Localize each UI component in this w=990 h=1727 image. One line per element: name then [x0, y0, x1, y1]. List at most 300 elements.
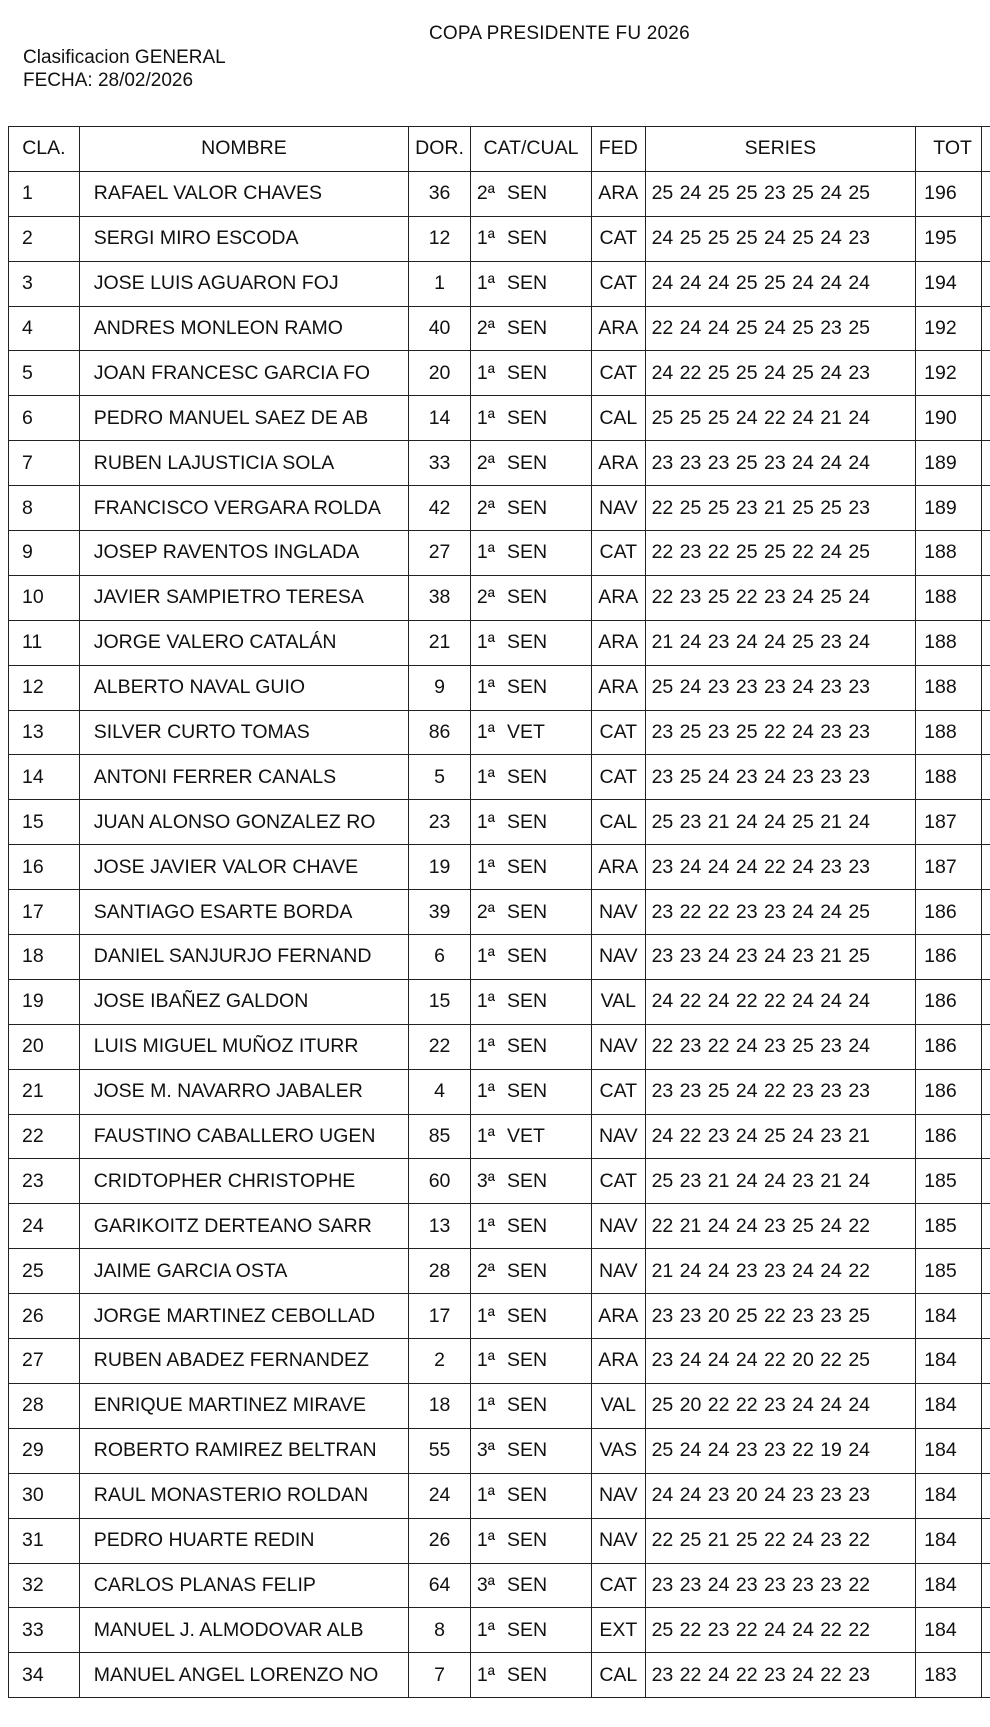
cell-fed: NAV — [592, 1473, 646, 1518]
cell-tot: 188 — [916, 531, 982, 576]
cell-cual: SEN — [506, 182, 548, 205]
cell-series: 24 22 24 22 22 24 24 24 — [645, 979, 916, 1024]
cell-dor: 15 — [409, 979, 471, 1024]
cell-nombre: ANTONI FERRER CANALS — [79, 755, 408, 800]
table-row — [9, 216, 990, 261]
cell-cat-cual — [470, 1204, 591, 1249]
cell-cat: 1ª — [476, 406, 495, 429]
cell-cla: 3 — [9, 261, 80, 306]
cell-tot: 185 — [916, 1204, 982, 1249]
cell-cla: 29 — [9, 1428, 80, 1473]
cell-dor: 85 — [409, 1114, 471, 1159]
cell-cla: 2 — [9, 216, 80, 261]
cell-cual: SEN — [506, 1080, 548, 1103]
table-row — [9, 620, 990, 665]
cell-fed: ARA — [592, 665, 646, 710]
cell-cla: 4 — [9, 306, 80, 351]
column-header-spacer — [982, 127, 990, 172]
cell-nombre: RUBEN LAJUSTICIA SOLA — [79, 441, 408, 486]
table-row — [9, 755, 990, 800]
cell-cat: 1ª — [476, 855, 495, 878]
cell-series: 23 23 24 23 24 23 21 25 — [645, 935, 916, 980]
cell-nombre: JAVIER SAMPIETRO TERESA — [79, 575, 408, 620]
cell-spacer — [982, 620, 990, 665]
cell-fed: NAV — [592, 1249, 646, 1294]
results-table — [8, 126, 990, 1698]
cell-cual: SEN — [506, 1259, 548, 1282]
cell-nombre: SERGI MIRO ESCODA — [79, 216, 408, 261]
cell-cla: 18 — [9, 935, 80, 980]
cell-dor: 40 — [409, 306, 471, 351]
cell-spacer — [982, 1653, 990, 1698]
cell-cat-cual — [470, 575, 591, 620]
cell-spacer — [982, 1428, 990, 1473]
table-row — [9, 575, 990, 620]
table-row — [9, 261, 990, 306]
cell-cual: VET — [506, 721, 545, 744]
cell-fed: ARA — [592, 845, 646, 890]
cell-series: 22 24 24 25 24 25 23 25 — [645, 306, 916, 351]
cell-cla: 22 — [9, 1114, 80, 1159]
table-header-row — [9, 127, 990, 172]
cell-cla: 10 — [9, 575, 80, 620]
column-header-cat: CAT/CUAL — [470, 127, 591, 172]
cell-nombre: RAFAEL VALOR CHAVES — [79, 171, 408, 216]
cell-cat-cual — [470, 216, 591, 261]
cell-fed: ARA — [592, 1294, 646, 1339]
cell-dor: 5 — [409, 755, 471, 800]
cell-fed: EXT — [592, 1608, 646, 1653]
cell-cat: 1ª — [476, 945, 495, 968]
cell-cat: 3ª — [476, 1169, 495, 1192]
cell-series: 23 23 24 23 23 23 23 22 — [645, 1563, 916, 1608]
cell-fed: CAT — [592, 1159, 646, 1204]
cell-nombre: JOSEP RAVENTOS INGLADA — [79, 531, 408, 576]
cell-cat-cual — [470, 171, 591, 216]
table-row — [9, 486, 990, 531]
cell-cat-cual — [470, 1653, 591, 1698]
cell-fed: CAT — [592, 216, 646, 261]
cell-dor: 14 — [409, 396, 471, 441]
cell-fed: ARA — [592, 575, 646, 620]
cell-dor: 4 — [409, 1069, 471, 1114]
cell-nombre: CRIDTOPHER CHRISTOPHE — [79, 1159, 408, 1204]
cell-cat-cual — [470, 890, 591, 935]
cell-spacer — [982, 1024, 990, 1069]
cell-dor: 23 — [409, 800, 471, 845]
cell-nombre: MANUEL J. ALMODOVAR ALB — [79, 1608, 408, 1653]
cell-cat-cual — [470, 441, 591, 486]
cell-cual: SEN — [506, 1618, 548, 1641]
cell-tot: 189 — [916, 486, 982, 531]
cell-cat-cual — [470, 755, 591, 800]
cell-cat-cual — [470, 710, 591, 755]
cell-spacer — [982, 665, 990, 710]
cell-fed: NAV — [592, 486, 646, 531]
table-row — [9, 665, 990, 710]
cell-fed: CAT — [592, 531, 646, 576]
cell-nombre: RUBEN ABADEZ FERNANDEZ — [79, 1339, 408, 1384]
cell-cual: SEN — [506, 496, 548, 519]
cell-cual: SEN — [506, 406, 548, 429]
cell-nombre: ROBERTO RAMIREZ BELTRAN — [79, 1428, 408, 1473]
report-subtitle: Clasificacion GENERAL — [23, 47, 226, 68]
column-header-tot: TOT — [916, 127, 982, 172]
cell-dor: 36 — [409, 171, 471, 216]
cell-dor: 13 — [409, 1204, 471, 1249]
cell-fed: NAV — [592, 1204, 646, 1249]
cell-cat-cual — [470, 1563, 591, 1608]
cell-spacer — [982, 890, 990, 935]
cell-tot: 189 — [916, 441, 982, 486]
cell-fed: VAL — [592, 979, 646, 1024]
cell-tot: 183 — [916, 1653, 982, 1698]
cell-tot: 184 — [916, 1518, 982, 1563]
cell-cat: 1ª — [476, 1394, 495, 1417]
cell-cual: SEN — [506, 855, 548, 878]
cell-series: 23 25 23 25 22 24 23 23 — [645, 710, 916, 755]
cell-cla: 16 — [9, 845, 80, 890]
cell-series: 23 23 20 25 22 23 23 25 — [645, 1294, 916, 1339]
cell-series: 22 25 21 25 22 24 23 22 — [645, 1518, 916, 1563]
cell-nombre: ALBERTO NAVAL GUIO — [79, 665, 408, 710]
cell-cat-cual — [470, 665, 591, 710]
cell-cual: SEN — [506, 1169, 548, 1192]
cell-tot: 188 — [916, 620, 982, 665]
cell-cual: SEN — [506, 1439, 548, 1462]
cell-nombre: JOAN FRANCESC GARCIA FO — [79, 351, 408, 396]
cell-spacer — [982, 531, 990, 576]
cell-cat: 1ª — [476, 541, 495, 564]
cell-series: 25 25 25 24 22 24 21 24 — [645, 396, 916, 441]
table-row — [9, 979, 990, 1024]
cell-cual: SEN — [506, 586, 548, 609]
cell-spacer — [982, 306, 990, 351]
cell-tot: 190 — [916, 396, 982, 441]
cell-tot: 186 — [916, 890, 982, 935]
cell-tot: 186 — [916, 1069, 982, 1114]
table-row — [9, 800, 990, 845]
cell-spacer — [982, 216, 990, 261]
cell-spacer — [982, 1069, 990, 1114]
table-row — [9, 1069, 990, 1114]
cell-cla: 17 — [9, 890, 80, 935]
cell-nombre: ANDRES MONLEON RAMO — [79, 306, 408, 351]
cell-series: 25 22 23 22 24 24 22 22 — [645, 1608, 916, 1653]
cell-cual: SEN — [506, 1663, 548, 1686]
cell-cual: SEN — [506, 541, 548, 564]
table-row — [9, 1024, 990, 1069]
cell-fed: NAV — [592, 1114, 646, 1159]
cell-fed: CAL — [592, 1653, 646, 1698]
cell-cat-cual — [470, 486, 591, 531]
cell-fed: CAL — [592, 800, 646, 845]
cell-cual: SEN — [506, 317, 548, 339]
cell-tot: 185 — [916, 1249, 982, 1294]
cell-dor: 8 — [409, 1608, 471, 1653]
cell-cat: 1ª — [476, 1349, 495, 1372]
cell-cat: 1ª — [476, 1663, 495, 1686]
cell-series: 23 23 23 25 23 24 24 24 — [645, 441, 916, 486]
cell-cat: 1ª — [476, 1304, 495, 1327]
table-row — [9, 171, 990, 216]
cell-cual: SEN — [506, 945, 548, 968]
cell-series: 21 24 24 23 23 24 24 22 — [645, 1249, 916, 1294]
cell-cat-cual — [470, 1249, 591, 1294]
cell-dor: 27 — [409, 531, 471, 576]
table-row — [9, 1294, 990, 1339]
cell-cat-cual — [470, 1473, 591, 1518]
cell-cat-cual — [470, 396, 591, 441]
table-row — [9, 1563, 990, 1608]
cell-cla: 28 — [9, 1383, 80, 1428]
cell-spacer — [982, 755, 990, 800]
cell-cat: 2ª — [476, 586, 495, 609]
cell-dor: 26 — [409, 1518, 471, 1563]
cell-tot: 195 — [916, 216, 982, 261]
table-row — [9, 890, 990, 935]
cell-spacer — [982, 710, 990, 755]
table-row — [9, 1114, 990, 1159]
cell-nombre: CARLOS PLANAS FELIP — [79, 1563, 408, 1608]
column-header-nombre: NOMBRE — [79, 127, 408, 172]
cell-fed: NAV — [592, 1024, 646, 1069]
cell-spacer — [982, 351, 990, 396]
cell-tot: 188 — [916, 575, 982, 620]
cell-cla: 24 — [9, 1204, 80, 1249]
cell-nombre: SILVER CURTO TOMAS — [79, 710, 408, 755]
cell-cat: 1ª — [476, 676, 495, 699]
cell-tot: 188 — [916, 665, 982, 710]
cell-tot: 184 — [916, 1294, 982, 1339]
cell-dor: 60 — [409, 1159, 471, 1204]
cell-spacer — [982, 1294, 990, 1339]
cell-spacer — [982, 1159, 990, 1204]
cell-cual: SEN — [506, 1349, 548, 1372]
cell-cat: 1ª — [476, 810, 495, 833]
cell-cual: SEN — [506, 676, 548, 699]
cell-dor: 55 — [409, 1428, 471, 1473]
cell-cual: SEN — [506, 990, 548, 1013]
cell-nombre: JOSE IBAÑEZ GALDON — [79, 979, 408, 1024]
cell-tot: 186 — [916, 1114, 982, 1159]
cell-nombre: GARIKOITZ DERTEANO SARR — [79, 1204, 408, 1249]
cell-cual: VET — [506, 1125, 545, 1148]
cell-cla: 9 — [9, 531, 80, 576]
cell-cat: 3ª — [476, 1439, 495, 1462]
cell-cual: SEN — [506, 1214, 548, 1237]
cell-cat: 1ª — [476, 361, 495, 384]
cell-cat: 3ª — [476, 1573, 495, 1596]
cell-cual: SEN — [506, 1035, 548, 1058]
cell-cual: SEN — [506, 361, 548, 384]
cell-cla: 12 — [9, 665, 80, 710]
table-row — [9, 351, 990, 396]
cell-cat: 1ª — [476, 631, 495, 654]
cell-cat-cual — [470, 845, 591, 890]
cell-series: 23 23 25 24 22 23 23 23 — [645, 1069, 916, 1114]
cell-tot: 187 — [916, 845, 982, 890]
cell-cat-cual — [470, 979, 591, 1024]
cell-dor: 9 — [409, 665, 471, 710]
cell-dor: 2 — [409, 1339, 471, 1384]
cell-tot: 186 — [916, 979, 982, 1024]
cell-spacer — [982, 1249, 990, 1294]
cell-dor: 64 — [409, 1563, 471, 1608]
cell-nombre: RAUL MONASTERIO ROLDAN — [79, 1473, 408, 1518]
cell-spacer — [982, 171, 990, 216]
cell-cla: 31 — [9, 1518, 80, 1563]
cell-cla: 23 — [9, 1159, 80, 1204]
cell-cla: 25 — [9, 1249, 80, 1294]
cell-cat: 1ª — [476, 227, 495, 250]
cell-cat-cual — [470, 935, 591, 980]
cell-dor: 28 — [409, 1249, 471, 1294]
cell-spacer — [982, 396, 990, 441]
cell-dor: 17 — [409, 1294, 471, 1339]
table-row — [9, 1339, 990, 1384]
cell-cat: 2ª — [476, 900, 495, 923]
cell-fed: CAT — [592, 755, 646, 800]
cell-cat: 1ª — [476, 765, 495, 788]
cell-cual: SEN — [506, 765, 548, 788]
cell-cat: 1ª — [476, 1214, 495, 1237]
cell-dor: 21 — [409, 620, 471, 665]
cell-cat-cual — [470, 1114, 591, 1159]
cell-dor: 33 — [409, 441, 471, 486]
cell-series: 25 24 23 23 23 24 23 23 — [645, 665, 916, 710]
table-row — [9, 1653, 990, 1698]
cell-series: 23 22 24 22 23 24 22 23 — [645, 1653, 916, 1698]
cell-tot: 188 — [916, 755, 982, 800]
cell-series: 22 21 24 24 23 25 24 22 — [645, 1204, 916, 1249]
cell-dor: 6 — [409, 935, 471, 980]
cell-series: 25 23 21 24 24 25 21 24 — [645, 800, 916, 845]
cell-tot: 186 — [916, 1024, 982, 1069]
column-header-fed: FED — [592, 127, 646, 172]
cell-spacer — [982, 935, 990, 980]
cell-fed: CAT — [592, 351, 646, 396]
cell-spacer — [982, 1339, 990, 1384]
cell-nombre: PEDRO HUARTE REDIN — [79, 1518, 408, 1563]
page-title: COPA PRESIDENTE FU 2026 — [429, 23, 690, 44]
cell-series: 22 23 22 25 25 22 24 25 — [645, 531, 916, 576]
cell-tot: 184 — [916, 1608, 982, 1653]
cell-cual: SEN — [506, 227, 548, 250]
cell-cat-cual — [470, 1069, 591, 1114]
cell-series: 25 24 24 23 23 22 19 24 — [645, 1428, 916, 1473]
cell-series: 23 24 24 24 22 24 23 23 — [645, 845, 916, 890]
table-row — [9, 441, 990, 486]
cell-cla: 13 — [9, 710, 80, 755]
cell-dor: 38 — [409, 575, 471, 620]
cell-cat: 1ª — [476, 721, 495, 744]
cell-cla: 33 — [9, 1608, 80, 1653]
cell-cat-cual — [470, 620, 591, 665]
cell-cla: 11 — [9, 620, 80, 665]
cell-cla: 34 — [9, 1653, 80, 1698]
cell-cat-cual — [470, 1159, 591, 1204]
cell-cla: 15 — [9, 800, 80, 845]
table-row — [9, 1249, 990, 1294]
cell-cat-cual — [470, 531, 591, 576]
cell-dor: 19 — [409, 845, 471, 890]
cell-fed: ARA — [592, 306, 646, 351]
cell-dor: 1 — [409, 261, 471, 306]
cell-cat-cual — [470, 1428, 591, 1473]
cell-cat: 1ª — [476, 1484, 495, 1507]
cell-nombre: DANIEL SANJURJO FERNAND — [79, 935, 408, 980]
cell-series: 23 24 24 24 22 20 22 25 — [645, 1339, 916, 1384]
column-header-dor: DOR. — [409, 127, 471, 172]
cell-cla: 21 — [9, 1069, 80, 1114]
cell-series: 23 22 22 23 23 24 24 25 — [645, 890, 916, 935]
cell-tot: 192 — [916, 351, 982, 396]
cell-nombre: JORGE VALERO CATALÁN — [79, 620, 408, 665]
cell-cat-cual — [470, 1024, 591, 1069]
cell-cat-cual — [470, 351, 591, 396]
cell-fed: CAT — [592, 1069, 646, 1114]
cell-cual: SEN — [506, 272, 548, 295]
cell-nombre: ENRIQUE MARTINEZ MIRAVE — [79, 1383, 408, 1428]
table-row — [9, 306, 990, 351]
cell-spacer — [982, 1204, 990, 1249]
table-row — [9, 1204, 990, 1249]
cell-dor: 12 — [409, 216, 471, 261]
cell-fed: CAT — [592, 710, 646, 755]
cell-fed: NAV — [592, 1518, 646, 1563]
cell-tot: 184 — [916, 1339, 982, 1384]
cell-cual: SEN — [506, 451, 548, 474]
cell-series: 25 24 25 25 23 25 24 25 — [645, 171, 916, 216]
table-row — [9, 1383, 990, 1428]
cell-series: 24 24 23 20 24 23 23 23 — [645, 1473, 916, 1518]
cell-series: 25 20 22 22 23 24 24 24 — [645, 1383, 916, 1428]
cell-cat-cual — [470, 1339, 591, 1384]
cell-tot: 196 — [916, 171, 982, 216]
cell-fed: NAV — [592, 890, 646, 935]
table-row — [9, 1608, 990, 1653]
cell-cla: 14 — [9, 755, 80, 800]
cell-spacer — [982, 261, 990, 306]
report-header — [23, 46, 226, 92]
cell-cla: 6 — [9, 396, 80, 441]
cell-cat-cual — [470, 800, 591, 845]
cell-tot: 185 — [916, 1159, 982, 1204]
cell-cat-cual — [470, 1518, 591, 1563]
cell-spacer — [982, 1608, 990, 1653]
cell-cual: SEN — [506, 1484, 548, 1507]
cell-nombre: JUAN ALONSO GONZALEZ RO — [79, 800, 408, 845]
cell-cla: 27 — [9, 1339, 80, 1384]
cell-series: 24 25 25 25 24 25 24 23 — [645, 216, 916, 261]
cell-tot: 192 — [916, 306, 982, 351]
cell-cual: SEN — [506, 1529, 548, 1552]
cell-nombre: FRANCISCO VERGARA ROLDA — [79, 486, 408, 531]
cell-tot: 194 — [916, 261, 982, 306]
cell-cat-cual — [470, 306, 591, 351]
cell-dor: 18 — [409, 1383, 471, 1428]
cell-fed: ARA — [592, 620, 646, 665]
cell-spacer — [982, 1383, 990, 1428]
cell-dor: 86 — [409, 710, 471, 755]
cell-nombre: FAUSTINO CABALLERO UGEN — [79, 1114, 408, 1159]
cell-series: 21 24 23 24 24 25 23 24 — [645, 620, 916, 665]
cell-tot: 184 — [916, 1428, 982, 1473]
cell-cat: 1ª — [476, 1618, 495, 1641]
cell-fed: ARA — [592, 171, 646, 216]
cell-nombre: SANTIAGO ESARTE BORDA — [79, 890, 408, 935]
